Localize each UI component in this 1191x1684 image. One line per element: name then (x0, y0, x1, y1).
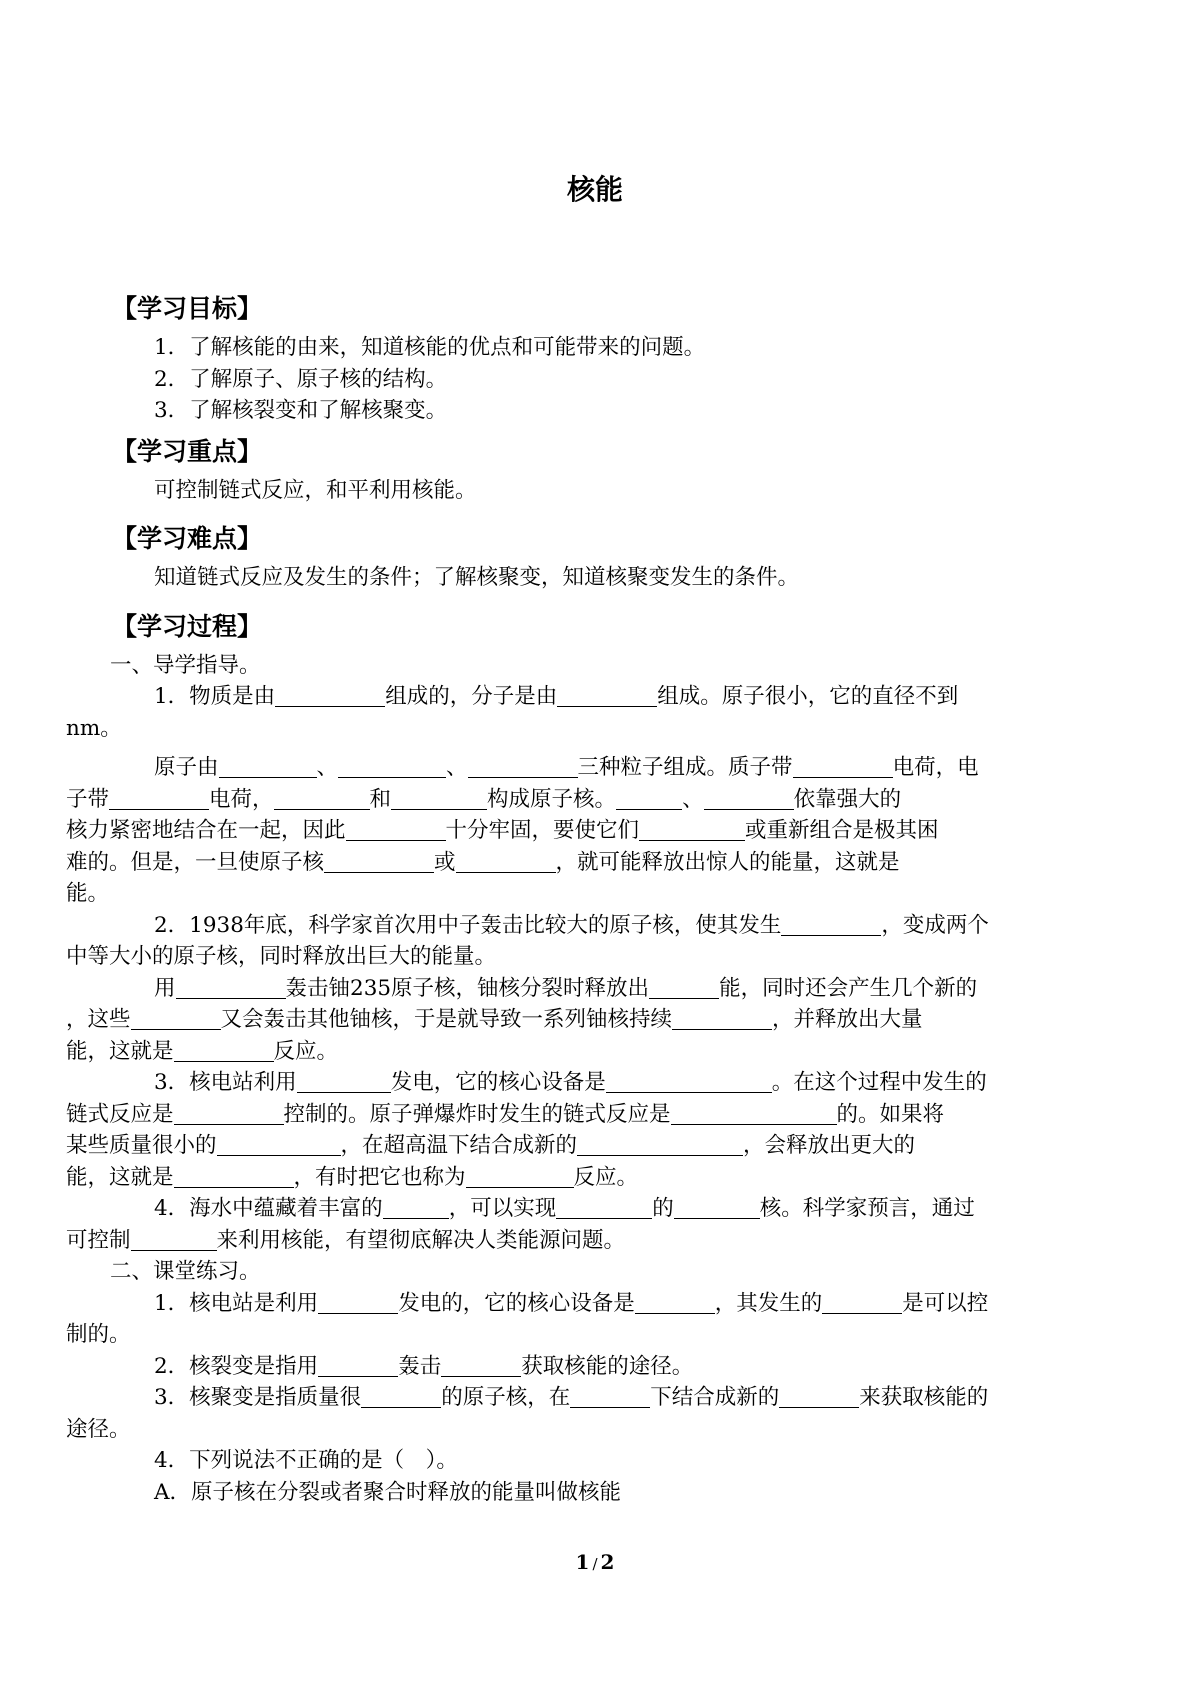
answer-blank[interactable] (781, 913, 881, 936)
exercise-4-option-a: A．原子核在分裂或者聚合时释放的能量叫做核能 (154, 1479, 622, 1505)
answer-blank[interactable] (793, 755, 893, 778)
answer-blank[interactable] (131, 1228, 217, 1251)
answer-blank[interactable] (275, 684, 385, 707)
answer-blank[interactable] (674, 1196, 760, 1219)
answer-blank[interactable] (606, 1070, 772, 1093)
goal-item: 3．了解核裂变和了解核聚变。 (154, 398, 448, 423)
answer-blank[interactable] (274, 787, 370, 810)
section-heading-key-points: 【学习重点】 (112, 436, 263, 466)
difficulty-text: 知道链式反应及发生的条件；了解核聚变，知道核聚变发生的条件。 (154, 565, 800, 590)
question-2b: 用 轰击铀235原子核，铀核分裂时释放出 能，同时还会产生几个新的 ，这些 又会轰击其他铀核，于是就导致一系列铀核持续 ，并释放出大量 能，这就是 反应。 (66, 975, 978, 1064)
page-number: 1 / 2 (575, 1550, 615, 1574)
answer-blank[interactable] (391, 787, 487, 810)
exercise-2: 2．核裂变是指用 轰击 获取核能的途径。 (154, 1353, 694, 1379)
key-point-text: 可控制链式反应，和平利用核能。 (154, 477, 477, 503)
answer-blank[interactable] (176, 976, 286, 999)
goal-item: 1．了解核能的由来，知道核能的优点和可能带来的问题。 (154, 335, 706, 360)
part2-heading: 二、课堂练习。 (110, 1259, 261, 1284)
question-3: 3．核电站利用 发电，它的核心设备是 。在这个过程中发生的 链式反应是 控制的。原子弹爆炸时发生的链式反应是 的。如果将 某些质量很小的 ，在超高温下结合成新的 ，会释放出更大的 能，这就是 ，有时把它也称为 反应。 (66, 1070, 987, 1190)
part1-heading: 一、导学指导。 (110, 652, 261, 678)
answer-blank[interactable] (217, 1133, 341, 1156)
content (66, 290, 1080, 1508)
answer-blank[interactable] (556, 1196, 652, 1219)
answer-blank[interactable] (635, 1291, 715, 1314)
answer-blank[interactable] (616, 787, 682, 810)
answer-blank[interactable] (671, 1102, 837, 1125)
question-2: 2．1938年底，科学家首次用中子轰击比较大的原子核，使其发生 ，变成两个 中等大小的原子核，同时释放出巨大的能量。 (66, 912, 989, 969)
answer-blank[interactable] (338, 755, 446, 778)
page-title: 核能 (566, 173, 623, 206)
answer-blank[interactable] (318, 1291, 398, 1314)
question-4: 4．海水中蕴藏着丰富的 ，可以实现 的 核。科学家预言，通过 可控制 来利用核能，有望彻底解决人类能源问题。 (66, 1196, 975, 1253)
question-1: 1．物质是由 组成的，分子是由 组成。原子很小，它的直径不到 nm。 (66, 684, 959, 741)
section-heading-process: 【学习过程】 (112, 611, 263, 641)
document-page (66, 0, 1080, 1684)
answer-blank[interactable] (361, 1385, 441, 1408)
answer-blank[interactable] (318, 1354, 398, 1377)
answer-blank[interactable] (109, 787, 209, 810)
exercise-3: 3．核聚变是指质量很 的原子核，在 下结合成新的 来获取核能的 途径。 (66, 1385, 989, 1442)
answer-blank[interactable] (131, 1007, 221, 1030)
answer-blank[interactable] (557, 684, 657, 707)
answer-blank[interactable] (174, 1165, 294, 1188)
answer-blank[interactable] (174, 1102, 284, 1125)
answer-blank[interactable] (672, 1007, 772, 1030)
answer-blank[interactable] (649, 976, 719, 999)
question-1b: 原子由 、 、 三种粒子组成。质子带 电荷，电 子带 电荷， 和 构成原子核。 、 依靠强大的 核力紧密地结合在一起，因此 十分牢固，要使它们 或重新组合是极其困 难的。但是，一旦使原子核 或 ，就可能释放出惊人的能量，这就是 能。 (66, 755, 979, 906)
answer-blank[interactable] (346, 818, 446, 841)
exercise-1: 1．核电站是利用 发电的，它的核心设备是 ，其发生的 是可以控 制的。 (66, 1290, 989, 1347)
goal-item: 2．了解原子、原子核的结构。 (154, 366, 448, 392)
answer-blank[interactable] (822, 1291, 902, 1314)
answer-blank[interactable] (297, 1070, 391, 1093)
section-heading-goals: 【学习目标】 (112, 294, 263, 323)
answer-blank[interactable] (324, 850, 434, 873)
section-heading-difficulties: 【学习难点】 (112, 524, 263, 553)
answer-blank[interactable] (577, 1133, 743, 1156)
answer-blank[interactable] (468, 755, 578, 778)
answer-blank[interactable] (779, 1385, 859, 1408)
answer-blank[interactable] (639, 818, 745, 841)
answer-blank[interactable] (570, 1385, 650, 1408)
answer-blank[interactable] (383, 1196, 449, 1219)
answer-blank[interactable] (466, 1165, 574, 1188)
answer-blank[interactable] (219, 755, 317, 778)
answer-blank[interactable] (456, 850, 556, 873)
exercise-4: 4．下列说法不正确的是（ ）。 (154, 1448, 458, 1473)
answer-blank[interactable] (174, 1039, 274, 1062)
answer-blank[interactable] (704, 787, 794, 810)
answer-blank[interactable] (441, 1354, 521, 1377)
